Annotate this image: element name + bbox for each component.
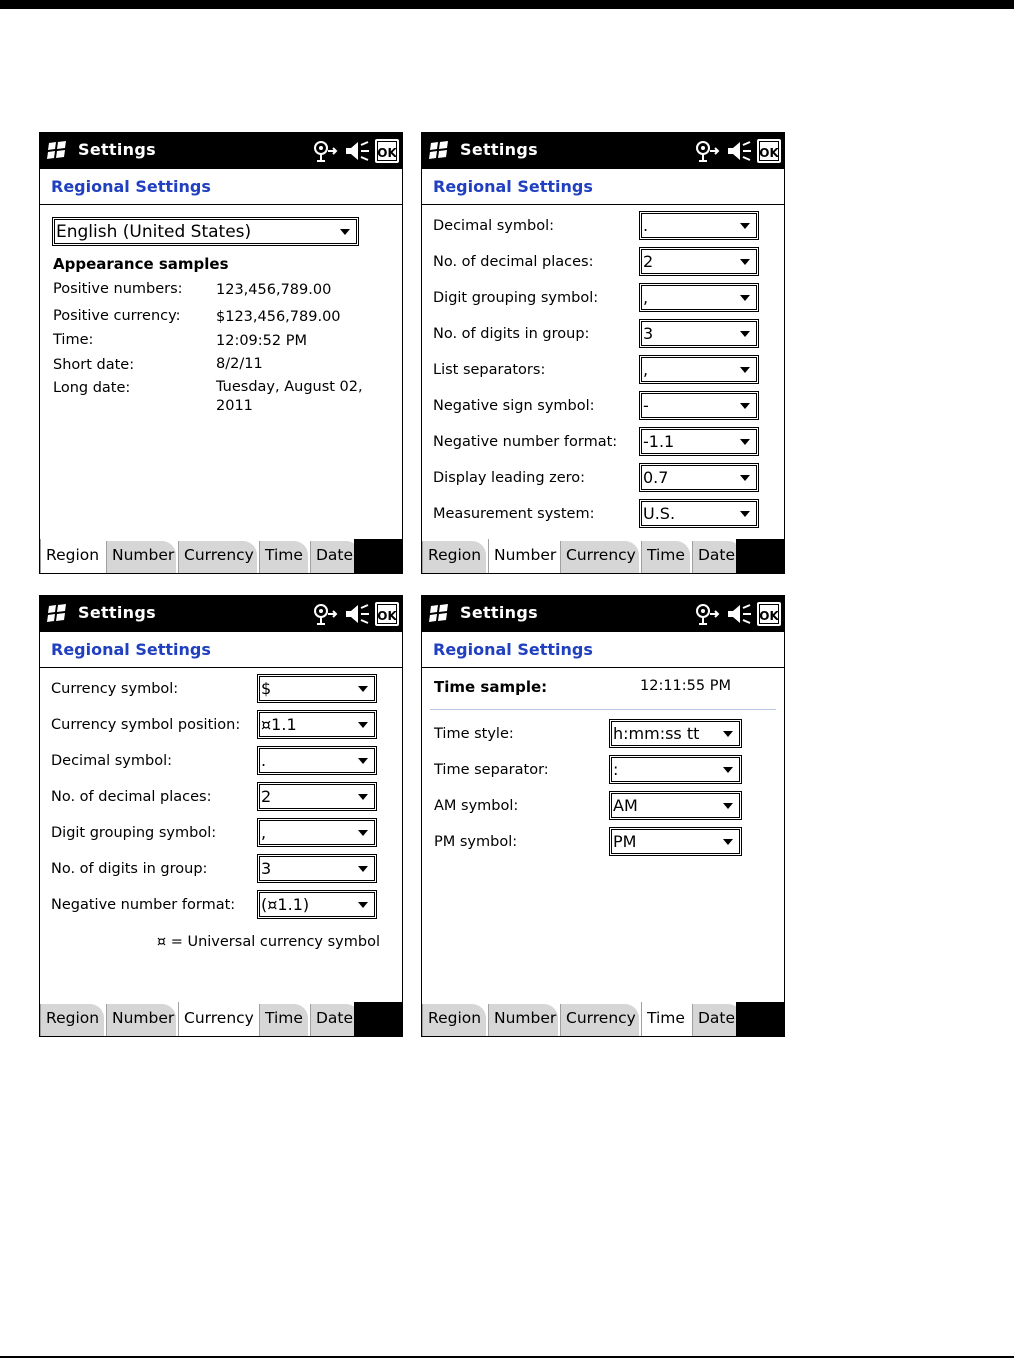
field-label: List separators: [433,362,546,378]
chevron-down-icon [358,758,368,764]
tab-date[interactable]: Date [692,541,742,573]
volume-mute-icon[interactable] [726,139,752,163]
window-title: Settings [460,603,538,622]
currency-symbol-dropdown[interactable] [257,674,377,703]
sample-value: 123,456,789.00 [216,282,332,298]
dropdown-value: ¤1.1 [261,715,297,734]
negative-number-format-dropdown[interactable] [639,427,759,456]
page-heading [422,632,784,668]
chevron-down-icon [740,511,750,517]
field-label: Digit grouping symbol: [433,290,599,306]
ok-button[interactable]: OK [375,139,399,163]
page-heading [422,169,784,205]
field-label: No. of decimal places: [51,789,212,805]
tab-number[interactable]: Number [106,541,176,573]
time-style-dropdown[interactable] [609,719,742,748]
divider [430,709,776,710]
dropdown-value: 0.7 [643,468,669,487]
field-label: Currency symbol position: [51,717,241,733]
title-bar [40,596,402,632]
dropdown-value: : [613,760,619,779]
tab-number[interactable]: Number [488,539,558,573]
page-heading-text: Regional Settings [51,177,211,196]
screen-time-tab [421,595,785,1037]
ok-button[interactable]: OK [375,602,399,626]
dropdown-value: AM [613,796,638,815]
windows-logo-icon[interactable] [428,602,450,624]
sample-value: $123,456,789.00 [216,309,341,325]
chevron-down-icon [740,403,750,409]
field-label: Decimal symbol: [51,753,172,769]
field-label: Measurement system: [433,506,595,522]
dropdown-value: h:mm:ss tt [613,724,700,743]
measurement-system-dropdown[interactable] [639,499,759,528]
dropdown-value: . [261,751,267,770]
tab-date[interactable]: Date [310,541,360,573]
digit-grouping-symbol-dropdown[interactable] [639,283,759,312]
volume-mute-icon[interactable] [726,602,752,626]
page-heading-text: Regional Settings [433,177,593,196]
tab-region[interactable]: Region [422,1004,486,1036]
negative-number-format-dropdown[interactable] [257,890,377,919]
digits-in-group-dropdown[interactable] [257,854,377,883]
page-heading [40,169,402,205]
screen-region-tab [39,132,403,574]
sample-label: Positive numbers: [53,281,183,297]
chevron-down-icon [740,295,750,301]
sample-value: Tuesday, August 02, [216,379,363,395]
chevron-down-icon [358,866,368,872]
chevron-down-icon [723,731,733,737]
window-title: Settings [78,140,156,159]
top-rule [0,0,1014,9]
dropdown-value: , [643,360,649,379]
connectivity-icon[interactable] [694,602,720,626]
negative-sign-symbol-dropdown[interactable] [639,391,759,420]
currency-position-dropdown[interactable] [257,710,377,739]
volume-mute-icon[interactable] [344,602,370,626]
windows-logo-icon[interactable] [46,602,68,624]
dropdown-value: . [643,216,649,235]
field-label: Time separator: [434,762,549,778]
dropdown-value: $ [261,679,272,698]
windows-logo-icon[interactable] [428,139,450,161]
tab-date[interactable]: Date [310,1004,360,1036]
sample-label: Positive currency: [53,308,181,324]
chevron-down-icon [740,223,750,229]
chevron-down-icon [358,722,368,728]
tab-region[interactable]: Region [40,1004,104,1036]
chevron-down-icon [358,830,368,836]
list-separators-dropdown[interactable] [639,355,759,384]
bottom-rule [0,1356,1014,1358]
field-label: Digit grouping symbol: [51,825,217,841]
dropdown-value: 2 [643,252,654,271]
field-label: Time style: [434,726,514,742]
time-sample-label: Time sample: [434,678,548,696]
sample-value-continued: 2011 [216,398,253,414]
screen-currency-tab [39,595,403,1037]
pm-symbol-dropdown[interactable] [609,827,742,856]
field-label: No. of digits in group: [51,861,208,877]
tab-bar [40,539,402,573]
currency-symbol-note: ¤ = Universal currency symbol [156,934,380,950]
ok-button[interactable]: OK [757,139,781,163]
field-label: No. of digits in group: [433,326,590,342]
decimal-places-dropdown[interactable] [257,782,377,811]
tab-time[interactable]: Time [259,1004,308,1036]
field-label: AM symbol: [434,798,519,814]
connectivity-icon[interactable] [694,139,720,163]
chevron-down-icon [358,686,368,692]
tab-bar-filler [354,539,402,573]
dropdown-value: 3 [261,859,272,878]
field-label: Display leading zero: [433,470,586,486]
field-label: Currency symbol: [51,681,179,697]
page-heading-text: Regional Settings [51,640,211,659]
tab-bar [422,1002,784,1036]
dropdown-value: , [261,823,267,842]
chevron-down-icon [340,229,350,235]
title-bar [422,133,784,169]
tab-bar [422,539,784,573]
chevron-down-icon [723,839,733,845]
tab-date[interactable]: Date [692,1004,742,1036]
tab-bar-filler [736,1002,784,1036]
chevron-down-icon [723,767,733,773]
decimal-symbol-dropdown[interactable] [257,746,377,775]
tab-region[interactable]: Region [40,539,104,573]
chevron-down-icon [358,794,368,800]
dropdown-value: (¤1.1) [261,895,310,914]
tab-time[interactable]: Time [641,541,690,573]
tab-bar-filler [354,1002,402,1036]
dropdown-value: , [643,288,649,307]
digit-grouping-symbol-dropdown[interactable] [257,818,377,847]
chevron-down-icon [740,331,750,337]
locale-dropdown[interactable] [52,217,359,246]
tab-bar [40,1002,402,1036]
dropdown-value: U.S. [643,504,676,523]
tab-region[interactable]: Region [422,541,486,573]
title-bar [40,133,402,169]
chevron-down-icon [740,259,750,265]
decimal-symbol-dropdown[interactable] [639,211,759,240]
chevron-down-icon [358,902,368,908]
connectivity-icon[interactable] [312,139,338,163]
window-title: Settings [460,140,538,159]
page-heading [40,632,402,668]
chevron-down-icon [740,475,750,481]
dropdown-value: - [643,396,649,415]
screen-number-tab [421,132,785,574]
tab-number[interactable]: Number [488,1004,558,1036]
time-separator-dropdown[interactable] [609,755,742,784]
windows-logo-icon[interactable] [46,139,68,161]
tab-number[interactable]: Number [106,1004,176,1036]
sample-label: Short date: [53,357,135,373]
appearance-samples-title: Appearance samples [53,255,229,273]
field-label: No. of decimal places: [433,254,594,270]
field-label: Negative sign symbol: [433,398,595,414]
tab-currency[interactable]: Currency [178,1002,257,1036]
window-title: Settings [78,603,156,622]
title-bar [422,596,784,632]
chevron-down-icon [740,367,750,373]
dropdown-value: 2 [261,787,272,806]
dropdown-value: 3 [643,324,654,343]
tab-currency[interactable]: Currency [560,541,639,573]
field-label: Negative number format: [51,897,236,913]
connectivity-icon[interactable] [312,602,338,626]
chevron-down-icon [740,439,750,445]
time-sample-value: 12:11:55 PM [640,678,731,694]
volume-mute-icon[interactable] [344,139,370,163]
am-symbol-dropdown[interactable] [609,791,742,820]
sample-label: Long date: [53,380,131,396]
tab-currency[interactable]: Currency [560,1004,639,1036]
sample-value: 12:09:52 PM [216,333,307,349]
field-label: Decimal symbol: [433,218,554,234]
tab-time[interactable]: Time [641,1002,690,1036]
sample-label: Time: [53,332,94,348]
chevron-down-icon [723,803,733,809]
leading-zero-dropdown[interactable] [639,463,759,492]
page-heading-text: Regional Settings [433,640,593,659]
digits-in-group-dropdown[interactable] [639,319,759,348]
dropdown-value: PM [613,832,637,851]
ok-button[interactable]: OK [757,602,781,626]
field-label: Negative number format: [433,434,618,450]
sample-value: 8/2/11 [216,356,263,372]
locale-dropdown-value: English (United States) [56,222,252,242]
tab-currency[interactable]: Currency [178,541,257,573]
field-label: PM symbol: [434,834,518,850]
decimal-places-dropdown[interactable] [639,247,759,276]
tab-bar-filler [736,539,784,573]
dropdown-value: -1.1 [643,432,675,451]
tab-time[interactable]: Time [259,541,308,573]
